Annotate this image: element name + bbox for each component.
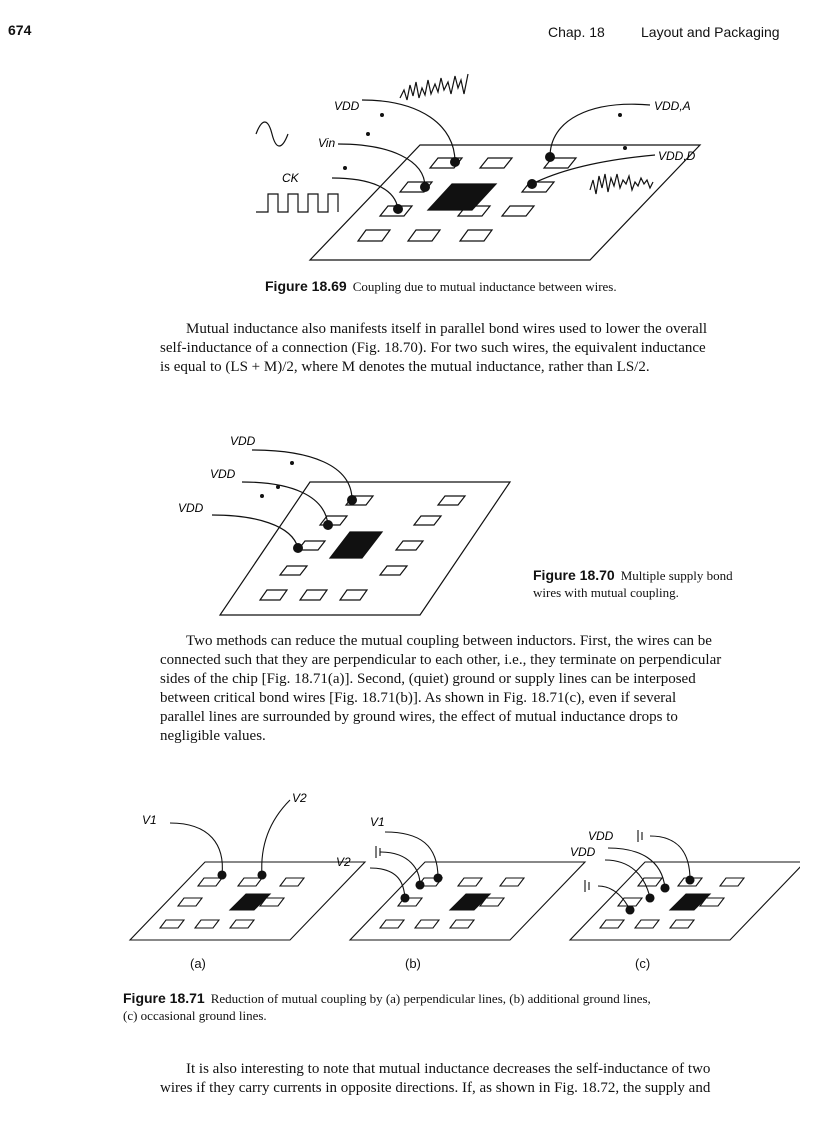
caption-text: wires with mutual coupling.: [533, 585, 679, 600]
bond-contact: [347, 495, 357, 505]
label-vdd-c1: VDD: [588, 829, 614, 843]
terminal-dot: [260, 494, 264, 498]
label-vdd-1: VDD: [230, 434, 256, 448]
paragraph-1: [160, 320, 796, 377]
bond-wire-vdd: [362, 100, 455, 162]
figure-18-71-caption: [123, 990, 803, 1024]
bond-wire-v1: [170, 823, 222, 875]
paragraph-2: [160, 632, 796, 746]
text-line: Mutual inductance also manifests itself in parallel bond wires used to lower the overall: [186, 321, 708, 337]
text-line: between critical bond wires [Fig. 18.71(b)]. As shown in Fig. 18.71(c), even if several: [160, 690, 677, 706]
label-vdd: VDD: [334, 99, 360, 113]
label-vdd-2: VDD: [210, 467, 236, 481]
bond-contact: [527, 179, 537, 189]
text-line: parallel lines are surrounded by ground wires, the effect of mutual inductance drops to: [160, 709, 678, 725]
label-vdd-c2: VDD: [570, 845, 596, 859]
subfigure-c: [570, 830, 800, 940]
figure-18-69-caption: [265, 278, 617, 295]
bond-wire-ground-1: [650, 836, 690, 880]
text-line: Two methods can reduce the mutual coupling between inductors. First, the wires can be: [186, 633, 712, 649]
caption-text: Coupling due to mutual inductance between wires.: [352, 279, 617, 294]
figure-18-69-diagram: [250, 70, 730, 270]
text-line: connected such that they are perpendicular to each other, i.e., they terminate on perpendicular: [160, 652, 722, 668]
chip-die: [330, 532, 382, 558]
figure-18-70-diagram: [170, 420, 530, 620]
text-line: self-inductance of a connection (Fig. 18.70). For two such wires, the equivalent inductance: [160, 340, 706, 356]
bond-contact: [323, 520, 333, 530]
text-line: sides of the chip [Fig. 18.71(a)]. Second, (quiet) ground or supply lines can be interposed: [160, 671, 696, 687]
text-line: is equal to (LS + M)/2, where M denotes the mutual inductance, rather than LS/2.: [160, 359, 650, 375]
clock-waveform-icon: [256, 194, 338, 212]
subfigure-a-label: (a): [190, 956, 206, 971]
bond-wire-vdd-1: [608, 848, 665, 888]
bond-wire-vin: [338, 144, 425, 187]
label-vdd-a: VDD,A: [654, 99, 691, 113]
caption-text: (c) occasional ground lines.: [123, 1008, 267, 1023]
subfigure-a: [130, 800, 365, 940]
label-v2-b: V2: [336, 855, 351, 869]
chip-substrate-outline: [310, 145, 700, 260]
figure-label: Figure 18.71: [123, 990, 205, 1006]
bond-contact: [450, 157, 460, 167]
terminal-dot: [276, 485, 280, 489]
noise-waveform-icon-2: [590, 174, 653, 194]
bond-wire-ck: [332, 178, 398, 209]
subfigure-c-label: (c): [635, 956, 651, 971]
label-v1-b: V1: [370, 815, 385, 829]
label-vdd-3: VDD: [178, 501, 204, 515]
terminal-dot: [623, 146, 627, 150]
noise-waveform-icon: [400, 74, 468, 100]
text-line: It is also interesting to note that mutual inductance decreases the self-inductance of two: [186, 1061, 711, 1077]
bond-wire-vdda: [550, 104, 650, 157]
label-vdd-d: VDD,D: [658, 149, 696, 163]
terminal-dot: [290, 461, 294, 465]
bond-wire-vdd-3: [212, 515, 298, 548]
sine-wave-icon: [256, 122, 288, 146]
terminal-dot: [380, 113, 384, 117]
figure-label: Figure 18.69: [265, 278, 347, 294]
subfigure-b-label: (b): [405, 956, 421, 971]
bond-wire-v2: [370, 868, 405, 898]
caption-text: Reduction of mutual coupling by (a) perpendicular lines, (b) additional ground lines,: [210, 991, 651, 1006]
terminal-dot: [618, 113, 622, 117]
page-number: 674: [8, 22, 32, 38]
label-v2-a: V2: [292, 791, 307, 805]
chapter-title: Layout and Packaging: [641, 24, 780, 40]
paragraph-3: [160, 1060, 796, 1098]
text-line: negligible values.: [160, 728, 266, 744]
subfigure-b: [350, 832, 585, 940]
figure-18-71-diagram: [120, 790, 800, 955]
text-line: wires if they carry currents in opposite directions. If, as shown in Fig. 18.72, the supply and: [160, 1080, 711, 1096]
figure-label: Figure 18.70: [533, 567, 615, 583]
label-ck: CK: [282, 171, 299, 185]
bond-contact: [420, 182, 430, 192]
terminal-dot: [343, 166, 347, 170]
bond-wire-v1: [385, 832, 438, 878]
label-v1-a: V1: [142, 813, 157, 827]
bond-wire-v2: [262, 800, 290, 875]
bond-contact: [293, 543, 303, 553]
chapter-number: Chap. 18: [548, 24, 605, 40]
label-vin: Vin: [318, 136, 336, 150]
caption-text: Multiple supply bond: [620, 568, 733, 583]
bond-contact: [393, 204, 403, 214]
bond-contact: [545, 152, 555, 162]
terminal-dot: [366, 132, 370, 136]
figure-18-70-caption: [533, 567, 793, 601]
